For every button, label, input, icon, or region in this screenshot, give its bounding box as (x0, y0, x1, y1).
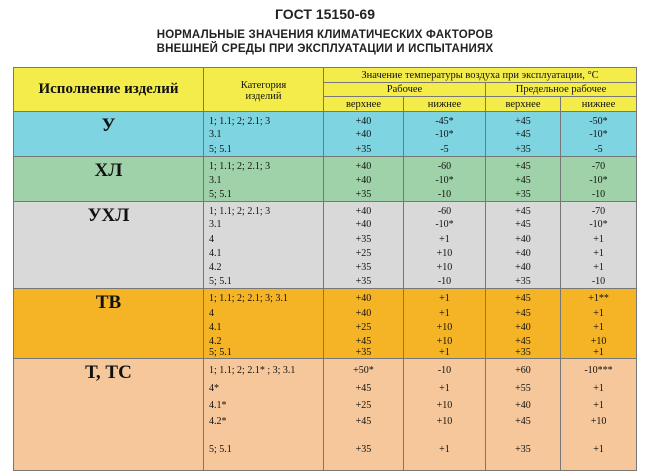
limit-lower-value: -70 (591, 206, 606, 217)
working-upper-value: +45 (355, 416, 372, 427)
limit-upper-value: +45 (515, 293, 531, 304)
category-value: 4 (209, 234, 214, 245)
limit-upper-value: +45 (515, 206, 531, 217)
limit-lower-value: -10 (591, 276, 606, 287)
header-lower-limit: нижнее (561, 97, 637, 112)
category-value: 4.1* (209, 400, 227, 411)
limit-lower-value: -10 (591, 189, 606, 200)
working-lower-value: -45* (435, 116, 454, 127)
working-lower-value: -10 (437, 276, 452, 287)
limit-lower-cell (561, 202, 637, 289)
category-value: 4* (209, 383, 219, 394)
table-row (14, 359, 637, 471)
working-upper-value: +45 (355, 383, 372, 394)
header-execution: Исполнение изделий (14, 68, 204, 112)
limit-upper-value: +40 (515, 322, 531, 333)
working-lower-value: +1 (439, 234, 450, 245)
limit-upper-cell (486, 202, 561, 289)
limit-lower-value: -10* (589, 129, 608, 140)
category-cell (204, 289, 324, 359)
working-upper-cell (324, 289, 404, 359)
doc-subtitle (0, 28, 650, 56)
working-lower-value: +10 (436, 416, 453, 427)
header-category (204, 68, 324, 112)
category-cell (204, 202, 324, 289)
working-lower-value: -10* (435, 175, 454, 186)
table-row (14, 157, 637, 202)
doc-subtitle-line2: ВНЕШНЕЙ СРЕДЫ ПРИ ЭКСПЛУАТАЦИИ И ИСПЫТАНИЯХ (156, 43, 494, 55)
category-value: 5; 5.1 (209, 189, 232, 200)
working-upper-value: +35 (355, 347, 372, 358)
working-upper-value: +40 (355, 308, 372, 319)
category-value: 4.2* (209, 416, 227, 427)
limit-upper-value: +45 (515, 161, 531, 172)
working-lower-value: +1 (439, 444, 450, 455)
working-lower-value: +1 (439, 308, 450, 319)
category-value: 5; 5.1 (209, 144, 232, 155)
climate-table (13, 67, 637, 471)
working-upper-value: +35 (355, 444, 372, 455)
limit-upper-value: +45 (515, 116, 531, 127)
working-upper-cell (324, 202, 404, 289)
header-upper: верхнее (324, 97, 404, 112)
working-upper-cell (324, 157, 404, 202)
working-upper-value: +25 (355, 400, 372, 411)
table-row (14, 202, 637, 289)
limit-lower-cell (561, 157, 637, 202)
limit-upper-value: +45 (515, 219, 531, 230)
category-value: 3.1 (209, 129, 222, 140)
header-working: Рабочее (324, 83, 486, 97)
working-upper-cell (324, 112, 404, 157)
working-lower-value: +10 (436, 336, 453, 347)
category-cell (204, 359, 324, 471)
limit-lower-cell (561, 289, 637, 359)
limit-upper-cell (486, 359, 561, 471)
limit-upper-value: +45 (515, 416, 531, 427)
limit-lower-value: +10 (590, 336, 607, 347)
working-lower-cell (404, 289, 486, 359)
category-cell (204, 112, 324, 157)
working-upper-value: +40 (355, 219, 372, 230)
category-value: 1; 1.1; 2; 2.1; 3 (209, 206, 271, 217)
working-lower-value: +10 (436, 262, 453, 273)
limit-lower-value: +1 (593, 322, 604, 333)
category-value: 4.2 (209, 336, 222, 347)
category-value: 1; 1.1; 2; 2.1; 3; 3.1 (209, 293, 288, 304)
working-upper-value: +40 (355, 293, 372, 304)
category-value: 3.1 (209, 219, 222, 230)
category-value: 1; 1.1; 2; 2.1; 3 (209, 116, 271, 127)
working-lower-value: -10* (435, 219, 454, 230)
execution-name: У (14, 112, 204, 157)
working-upper-value: +40 (355, 129, 372, 140)
working-upper-value: +50* (353, 365, 374, 376)
category-value: 4 (209, 308, 214, 319)
limit-upper-value: +60 (515, 365, 531, 376)
limit-upper-value: +35 (515, 144, 531, 155)
limit-upper-cell (486, 289, 561, 359)
working-lower-value: +1 (439, 347, 450, 358)
category-value: 1; 1.1; 2; 2.1; 3 (209, 161, 271, 172)
execution-name: ТВ (14, 289, 204, 359)
limit-lower-value: +1 (593, 248, 604, 259)
limit-upper-value: +45 (515, 308, 531, 319)
header-category-line2: изделий (245, 91, 282, 102)
limit-lower-value: +10 (590, 416, 607, 427)
working-upper-value: +35 (355, 189, 372, 200)
header-upper-limit: верхнее (486, 97, 561, 112)
working-lower-value: -10 (437, 189, 452, 200)
working-lower-value: -60 (437, 161, 452, 172)
table-row (14, 289, 637, 359)
working-lower-value: -10 (437, 365, 452, 376)
limit-upper-value: +40 (515, 262, 531, 273)
limit-lower-value: -10* (589, 219, 608, 230)
limit-lower-value: -50* (589, 116, 608, 127)
working-lower-value: -5 (440, 144, 449, 155)
limit-upper-value: +40 (515, 234, 531, 245)
category-value: 4.1 (209, 322, 222, 333)
working-lower-value: +1 (439, 293, 450, 304)
execution-name: Т, ТС (14, 359, 204, 471)
category-value: 4.2 (209, 262, 222, 273)
working-upper-cell (324, 359, 404, 471)
working-lower-value: -10* (435, 129, 454, 140)
limit-lower-value: -70 (591, 161, 606, 172)
limit-lower-value: +1** (588, 293, 609, 304)
limit-upper-value: +40 (515, 400, 531, 411)
working-upper-value: +40 (355, 206, 372, 217)
category-value: 5; 5.1 (209, 444, 232, 455)
working-upper-value: +35 (355, 262, 372, 273)
limit-upper-value: +35 (515, 189, 531, 200)
category-value: 1; 1.1; 2; 2.1* ; 3; 3.1 (209, 365, 296, 376)
header-limit-working: Предельное рабочее (486, 83, 637, 97)
limit-lower-value: +1 (593, 347, 604, 358)
header-lower: нижнее (404, 97, 486, 112)
limit-upper-value: +35 (515, 347, 531, 358)
header-temp-value: Значение температуры воздуха при эксплуатации, °С (324, 68, 637, 83)
working-lower-cell (404, 157, 486, 202)
execution-name: УХЛ (14, 202, 204, 289)
working-lower-value: -60 (437, 206, 452, 217)
limit-lower-cell (561, 112, 637, 157)
limit-upper-value: +55 (515, 383, 531, 394)
working-lower-value: +1 (439, 383, 450, 394)
working-upper-value: +35 (355, 144, 372, 155)
limit-lower-value: -10* (589, 175, 608, 186)
category-value: 5; 5.1 (209, 276, 232, 287)
working-lower-cell (404, 112, 486, 157)
limit-lower-value: +1 (593, 262, 604, 273)
working-upper-value: +35 (355, 276, 372, 287)
limit-lower-value: +1 (593, 234, 604, 245)
limit-upper-cell (486, 112, 561, 157)
limit-lower-value: +1 (593, 400, 604, 411)
working-upper-value: +35 (355, 234, 372, 245)
working-lower-cell (404, 202, 486, 289)
working-upper-value: +40 (355, 175, 372, 186)
working-lower-value: +10 (436, 248, 453, 259)
limit-upper-value: +40 (515, 248, 531, 259)
limit-lower-value: -5 (594, 144, 603, 155)
execution-name: ХЛ (14, 157, 204, 202)
working-lower-value: +10 (436, 400, 453, 411)
limit-lower-value: +1 (593, 444, 604, 455)
doc-title: ГОСТ 15150-69 (274, 6, 375, 22)
category-cell (204, 157, 324, 202)
working-lower-cell (404, 359, 486, 471)
limit-upper-value: +45 (515, 336, 531, 347)
working-upper-value: +45 (355, 336, 372, 347)
working-upper-value: +40 (355, 116, 372, 127)
limit-upper-value: +35 (515, 276, 531, 287)
doc-subtitle-line1: НОРМАЛЬНЫЕ ЗНАЧЕНИЯ КЛИМАТИЧЕСКИХ ФАКТОРОВ (156, 29, 494, 41)
limit-upper-value: +35 (515, 444, 531, 455)
working-upper-value: +25 (355, 248, 372, 259)
limit-lower-value: +1 (593, 383, 604, 394)
working-lower-value: +10 (436, 322, 453, 333)
limit-upper-cell (486, 157, 561, 202)
working-upper-value: +25 (355, 322, 372, 333)
header-category-line1: Категория (240, 80, 287, 91)
table-row (14, 112, 637, 157)
category-value: 3.1 (209, 175, 222, 186)
limit-lower-value: -10*** (584, 365, 613, 376)
limit-upper-value: +45 (515, 129, 531, 140)
limit-lower-value: +1 (593, 308, 604, 319)
category-value: 4.1 (209, 248, 222, 259)
category-value: 5; 5.1 (209, 347, 232, 358)
limit-upper-value: +45 (515, 175, 531, 186)
working-upper-value: +40 (355, 161, 372, 172)
limit-lower-cell (561, 359, 637, 471)
